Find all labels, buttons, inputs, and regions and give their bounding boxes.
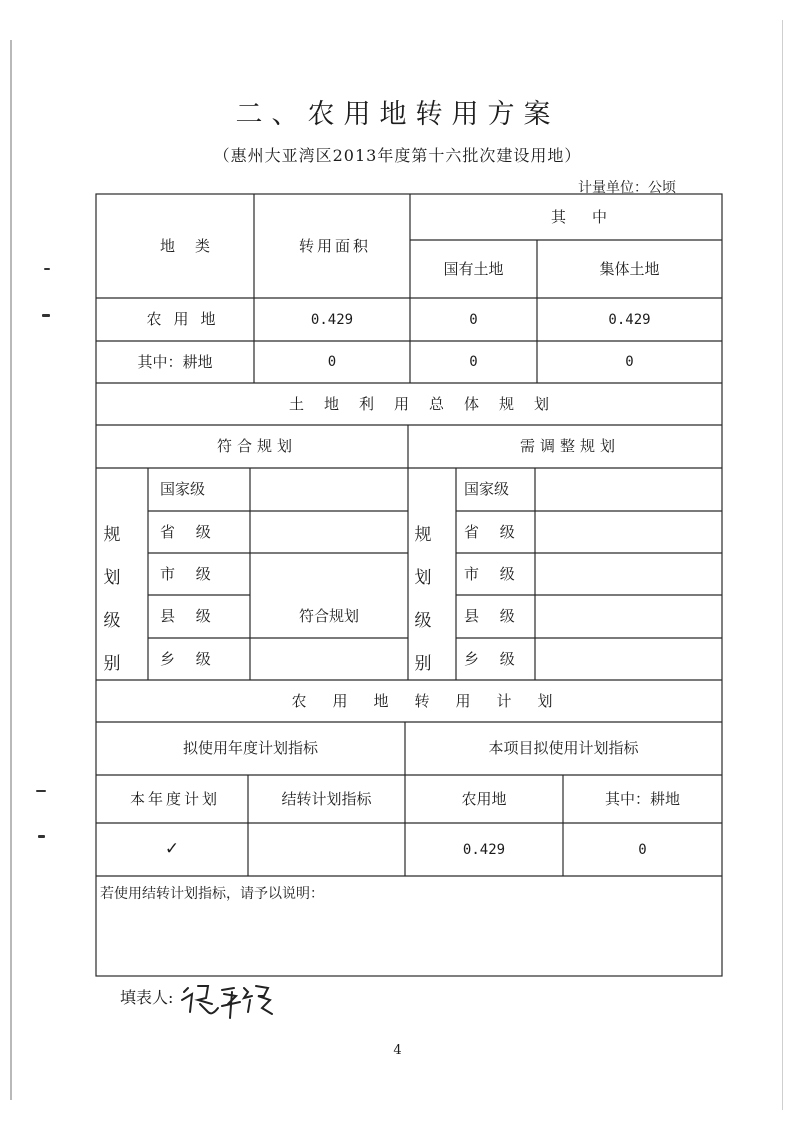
carryover-note-label: 若使用结转计划指标，请予以说明： [100,886,324,902]
col-this-year: 本年度计划 [129,789,220,808]
plan-level-char: 规 [103,525,121,545]
check-mark: ✓ [164,839,180,859]
overall-plan-title: 土地利用总体规划 [288,394,569,413]
right-level-city: 市 级 [464,564,523,583]
left-level-province: 省 级 [160,522,219,541]
col-carryover: 结转计划指标 [281,789,372,808]
row-farmland-label: 农用地 [146,310,228,328]
left-level-county: 县 级 [160,607,219,625]
left-level-township: 乡 级 [160,649,219,668]
document-title: 二、农用地转用方案 [235,99,560,130]
plan-level-char: 级 [414,611,432,631]
header-state-land: 国有土地 [443,259,504,278]
filled-by-label: 填表人: [120,988,174,1007]
right-level-national: 国家级 [464,480,510,498]
header-converted-area: 转用面积 [298,236,371,255]
row-farmland-area: 0.429 [310,311,354,328]
left-level-city: 市 级 [160,564,219,583]
page-number: 4 [393,1043,402,1058]
conforms-plan-value: 符合规划 [298,607,359,625]
row-farmland-state: 0 [469,311,478,328]
header-land-type: 地类 [159,236,230,255]
header-collective-land: 集体土地 [599,259,660,278]
plan-level-char: 规 [414,525,432,545]
plan-level-char: 划 [414,568,432,588]
right-level-province: 省 级 [464,522,523,541]
plan-level-char: 划 [103,568,121,588]
conversion-plan-title: 农用地转用计划 [291,691,579,710]
row-farmland-collective: 0.429 [608,311,651,328]
plan-level-char: 别 [103,654,121,674]
row-cultivated-collective: 0 [625,354,634,370]
measurement-unit: 计量单位：公顷 [578,180,676,196]
right-level-township: 乡 级 [464,649,523,668]
value-cultivated: 0 [638,841,647,858]
col-cultivated: 其中：耕地 [604,789,680,808]
row-cultivated-label: 其中：耕地 [137,352,213,371]
header-of-which: 其中 [550,207,633,226]
plan-level-char: 别 [414,654,432,674]
value-carryover [248,823,405,876]
value-farmland: 0.429 [462,841,506,858]
right-level-county: 县 级 [464,607,523,625]
document-subtitle: （惠州大亚湾区2013年度第十六批次建设用地） [213,146,582,165]
annual-indicator-header: 拟使用年度计划指标 [182,739,318,757]
row-cultivated-area: 0 [327,354,337,370]
needs-adjustment-header: 需调整规划 [519,437,620,455]
left-level-national: 国家级 [160,480,206,498]
plan-level-char: 级 [103,611,121,631]
col-farmland: 农用地 [461,789,507,808]
conforms-plan-header: 符合规划 [216,437,297,455]
project-indicator-header: 本项目拟使用计划指标 [488,739,639,757]
handwritten-signature [178,978,278,1024]
row-cultivated-state: 0 [469,354,478,370]
